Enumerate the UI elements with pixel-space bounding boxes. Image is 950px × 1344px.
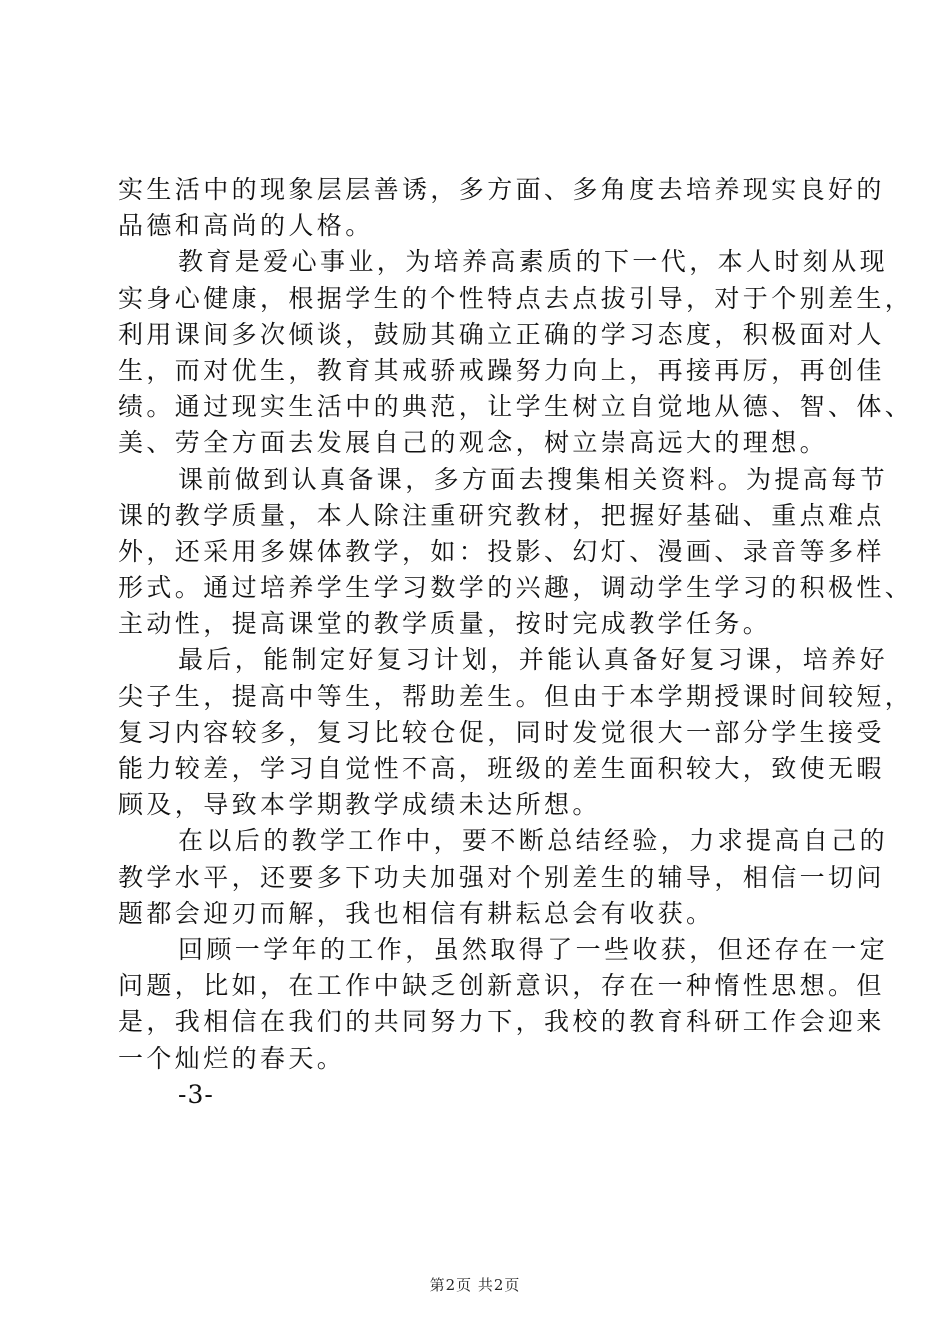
text-line: 教学水平，还要多下功夫加强对个别差生的辅导，相信一切问 <box>118 862 885 892</box>
page-footer: 第2页 共2页 <box>429 1276 521 1294</box>
text-line: 题都会迎刃而解，我也相信有耕耘总会有收获。 <box>118 898 715 928</box>
text-line: 实身心健康，根据学生的个性特点去点拔引导，对于个别差生， <box>118 283 914 313</box>
text-line: 利用课间多次倾谈，鼓励其确立正确的学习态度，积极面对人 <box>118 319 885 349</box>
text-line: 顾及，导致本学期教学成绩未达所想。 <box>118 790 601 820</box>
text-line: 形式。通过培养学生学习数学的兴趣，调动学生学习的积极性、 <box>118 573 914 603</box>
paragraph-start-line: 在以后的教学工作中，要不断总结经验，力求提高自己的 <box>178 826 889 856</box>
text-line: 绩。通过现实生活中的典范，让学生树立自觉地从德、智、体、 <box>118 392 914 422</box>
paragraph-start-line: 最后，能制定好复习计划，并能认真备好复习课，培养好 <box>178 645 889 675</box>
document-body <box>118 172 914 1113</box>
text-line: 尖子生，提高中等生，帮助差生。但由于本学期授课时间较短， <box>118 681 914 711</box>
text-line: 一个灿烂的春天。 <box>118 1043 346 1073</box>
text-line: 主动性，提高课堂的教学质量，按时完成教学任务。 <box>118 609 772 639</box>
page-marker: -3- <box>178 1079 214 1109</box>
text-line: 外，还采用多媒体教学，如：投影、幻灯、漫画、录音等多样 <box>118 536 885 566</box>
text-line: 实生活中的现象层层善诱，多方面、多角度去培养现实良好的 <box>118 175 885 204</box>
text-line: 能力较差，学习自觉性不高，班级的差生面积较大，致使无暇 <box>118 754 885 783</box>
paragraph-start-line: 回顾一学年的工作，虽然取得了一些收获，但还存在一定 <box>178 934 889 964</box>
text-line: 美、劳全方面去发展自己的观念，树立崇高远大的理想。 <box>118 428 829 458</box>
text-line: 课的教学质量，本人除注重研究教材，把握好基础、重点难点 <box>118 500 885 530</box>
text-line: 品德和高尚的人格。 <box>118 211 374 241</box>
paragraph-start-line: 教育是爱心事业，为培养高素质的下一代，本人时刻从现 <box>178 247 889 277</box>
text-line: 是，我相信在我们的共同努力下，我校的教育科研工作会迎来 <box>118 1007 885 1037</box>
text-line: 复习内容较多，复习比较仓促，同时发觉很大一部分学生接受 <box>118 717 885 747</box>
text-line: 问题，比如，在工作中缺乏创新意识，存在一种惰性思想。但 <box>118 971 885 1001</box>
text-line: 生，而对优生，教育其戒骄戒躁努力向上，再接再厉，再创佳 <box>118 355 885 385</box>
paragraph-start-line: 课前做到认真备课，多方面去搜集相关资料。为提高每节 <box>178 464 889 494</box>
